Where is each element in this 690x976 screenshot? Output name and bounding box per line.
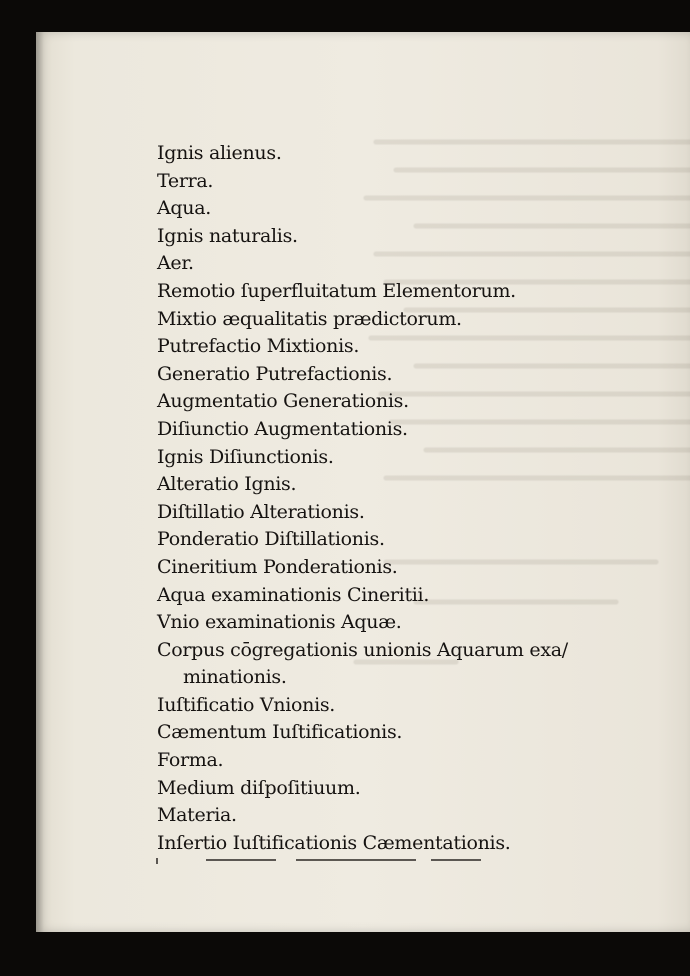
text-line: Generatio Putrefactionis. (157, 362, 393, 385)
spine-shadow (0, 32, 44, 932)
text-line: Mixtio æqualitatis prædictorum. (157, 307, 462, 330)
text-block (157, 140, 677, 857)
partial-next-line-fragment (156, 858, 536, 866)
text-line: Ignis Diſiunctionis. (157, 445, 334, 468)
text-line: Remotio ſuperfluitatum Elementorum. (157, 279, 516, 302)
text-line: Forma. (157, 749, 224, 772)
text-line: Diſtillatio Alterationis. (157, 500, 365, 523)
text-line: Aqua examinationis Cineritii. (157, 583, 430, 606)
text-line: Vnio examinationis Aquæ. (157, 611, 402, 634)
text-line: Putrefactio Mixtionis. (157, 335, 360, 358)
text-line: Iuſtificatio Vnionis. (157, 693, 336, 716)
text-line: Inſertio Iuſtificationis Cæmentationis. (157, 831, 511, 854)
text-line: Materia. (157, 804, 237, 827)
text-line: Alteratio Ignis. (157, 473, 297, 496)
text-line: Aer. (157, 252, 194, 275)
text-line: Cineritium Ponderationis. (157, 555, 398, 578)
text-line: Augmentatio Generationis. (157, 390, 409, 413)
text-line: Diſiunctio Augmentationis. (157, 417, 408, 440)
text-line-continuation: minationis. (183, 666, 287, 689)
text-line: Ignis naturalis. (157, 224, 298, 247)
text-line: Aqua. (157, 197, 211, 220)
book-page (36, 32, 690, 932)
text-line: Ponderatio Diſtillationis. (157, 528, 385, 551)
text-line: Terra. (157, 169, 214, 192)
text-line: Cæmentum Iuſtificationis. (157, 721, 403, 744)
text-line: Corpus cōgregationis unionis Aquarum exa/ (157, 638, 568, 661)
text-line: Medium diſpoſitiuum. (157, 776, 361, 799)
text-line: Ignis alienus. (157, 142, 282, 164)
